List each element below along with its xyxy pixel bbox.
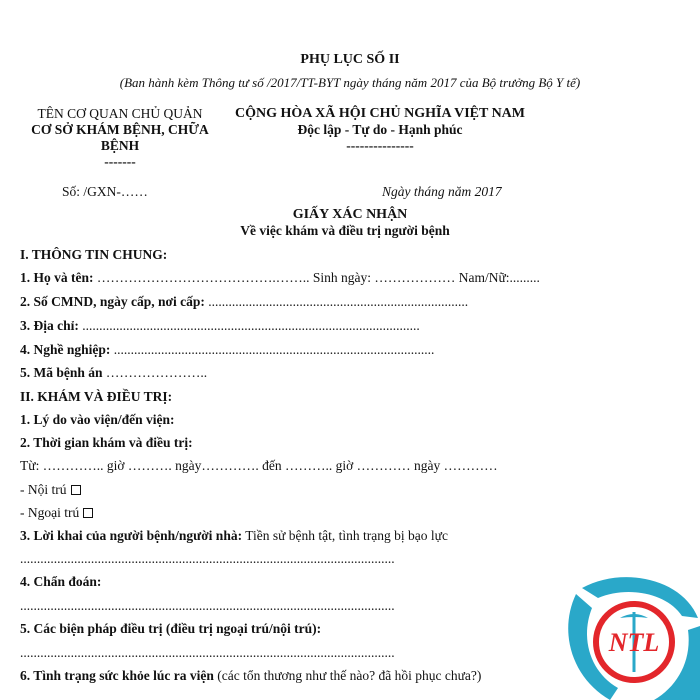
document-title: GIẤY XÁC NHẬN <box>292 207 408 222</box>
field-record-code <box>20 365 207 381</box>
field-statement <box>20 528 448 544</box>
statement-label: 3. Lời khai của người bệnh/người nhà: <box>20 528 243 543</box>
statement-hint: Tiền sử bệnh tật, tình trạng bị bạo lực <box>242 528 448 543</box>
id-dots: ............................................................................. <box>204 294 469 309</box>
name-dots: ………………………………….…….. Sinh ngày: ……………… Nam/Nữ:......... <box>93 270 540 285</box>
address-dots: .................................................................................................... <box>78 318 420 333</box>
field-discharge-status <box>20 668 481 684</box>
reason-label: 1. Lý do vào viện/đến viện: <box>20 412 175 427</box>
outpatient-label: - Ngoại trú <box>20 505 80 520</box>
inpatient-label: - Nội trú <box>20 482 67 497</box>
address-label: 3. Địa chỉ: <box>20 318 79 333</box>
discharge-hint: (các tổn thương như thế nào? đã hồi phục chưa?) <box>213 668 482 683</box>
inpatient-option <box>20 482 81 498</box>
time-label: 2. Thời gian khám và điều trị: <box>20 435 193 450</box>
ntl-pharmacy-logo <box>562 568 700 700</box>
diagnosis-label: 4. Chẩn đoán: <box>20 574 102 589</box>
occupation-dots: ............................................................................................... <box>110 342 435 357</box>
agency-line-3: BỆNH <box>100 138 140 153</box>
record-code-dots: ………………….. <box>102 365 208 380</box>
treatment-measures-dots: ............................................................................................................... <box>20 645 395 660</box>
field-name <box>20 270 540 286</box>
field-occupation <box>20 342 434 358</box>
national-motto: Độc lập - Tự do - Hạnh phúc <box>297 122 463 137</box>
nation-name: CỘNG HÒA XÃ HỘI CHỦ NGHĨA VIỆT NAM <box>234 106 525 121</box>
document-number: Số: /GXN-…… <box>62 184 148 199</box>
issuance-note: (Ban hành kèm Thông tư số /2017/TT-BYT ngày tháng năm 2017 của Bộ trưởng Bộ Y tế) <box>119 75 581 90</box>
agency-divider: ------- <box>104 154 136 169</box>
time-range-line: Từ: ………….. giờ ………. ngày…………. đến ……….. giờ ………… ngày ………… <box>20 458 498 473</box>
logo-text: NTL <box>608 628 660 657</box>
outpatient-checkbox[interactable] <box>83 508 93 518</box>
agency-line-1: TÊN CƠ QUAN CHỦ QUẢN <box>37 106 203 121</box>
agency-name <box>20 106 220 170</box>
motto-divider: --------------- <box>346 138 414 153</box>
national-header <box>220 106 540 154</box>
document-date: Ngày tháng năm 2017 <box>382 184 502 199</box>
name-label: 1. Họ và tên: <box>20 270 94 285</box>
field-id <box>20 294 468 310</box>
section-2-heading: II. KHÁM VÀ ĐIỀU TRỊ: <box>20 389 173 404</box>
occupation-label: 4. Nghề nghiệp: <box>20 342 111 357</box>
diagnosis-dots: ............................................................................................................... <box>20 598 395 613</box>
inpatient-checkbox[interactable] <box>71 485 81 495</box>
outpatient-option <box>20 505 93 521</box>
agency-line-2: CƠ SỞ KHÁM BỆNH, CHỮA <box>31 122 209 137</box>
section-1-heading: I. THÔNG TIN CHUNG: <box>20 247 168 262</box>
id-label: 2. Số CMND, ngày cấp, nơi cấp: <box>20 294 205 309</box>
appendix-title: PHỤ LỤC SỐ II <box>300 52 400 67</box>
record-code-label: 5. Mã bệnh án <box>20 365 103 380</box>
document-subtitle: Về việc khám và điều trị người bệnh <box>240 223 450 238</box>
field-address <box>20 318 420 334</box>
discharge-label: 6. Tình trạng sức khỏe lúc ra viện <box>20 668 214 683</box>
treatment-measures-label: 5. Các biện pháp điều trị (điều trị ngoại trú/nội trú): <box>20 621 322 636</box>
statement-dots: ............................................................................................................... <box>20 551 395 566</box>
